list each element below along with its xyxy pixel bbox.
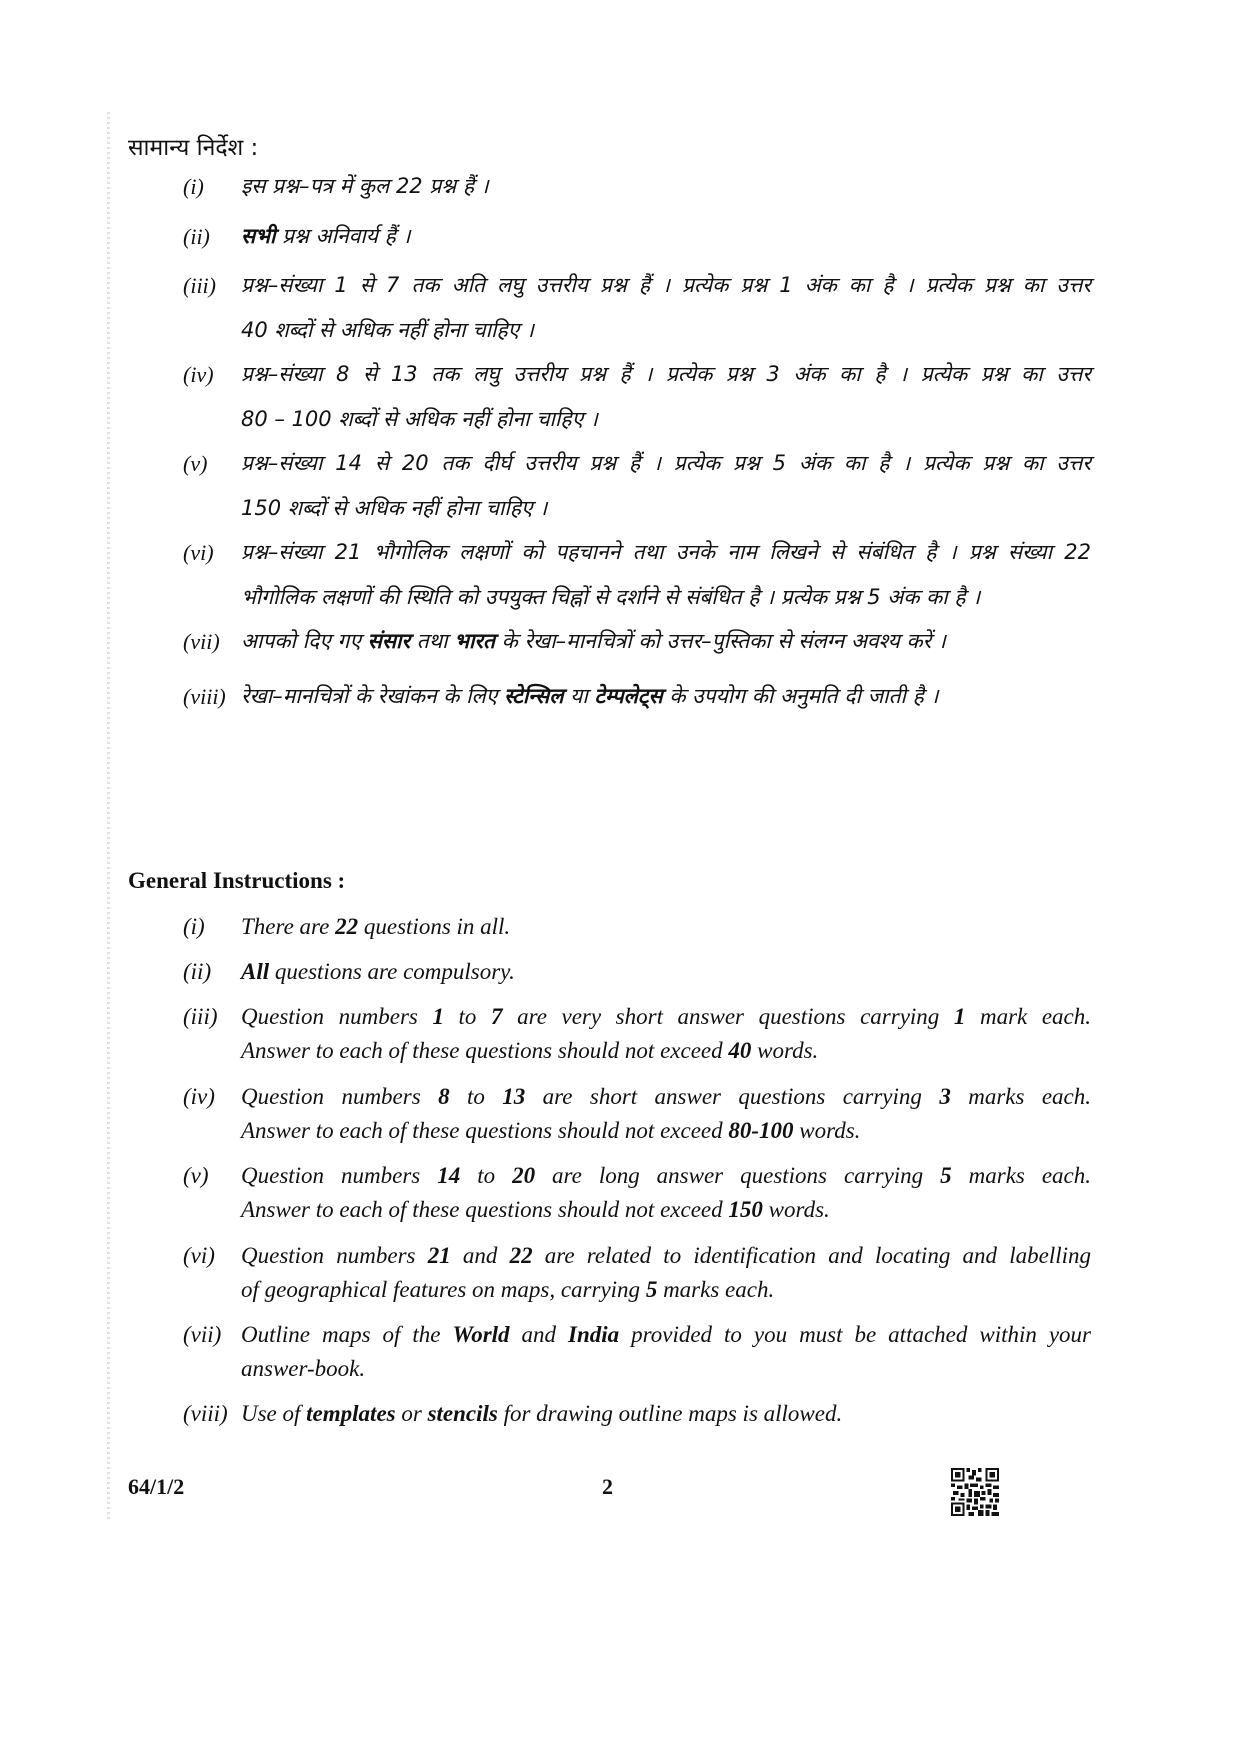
hindi-instruction-line — [241, 164, 1091, 209]
instruction-text-segment: questions are compulsory. — [269, 959, 515, 984]
emphasis-text: 1 — [953, 1004, 966, 1029]
english-instruction-line — [241, 1397, 1091, 1431]
english-instruction-number: (viii) — [183, 1401, 228, 1426]
hindi-instruction-number: (ii) — [183, 224, 210, 249]
hindi-instruction-number: (vii) — [183, 629, 220, 654]
emphasis-text: 7 — [491, 1004, 503, 1029]
instruction-text-segment: are long answer questions carrying — [535, 1163, 941, 1188]
instruction-text-segment: प्रश्न–संख्या 14 से 20 तक दीर्घ उत्तरीय प्रश्न हैं । प्रत्येक प्रश्न 5 अंक का है । प्रत्येक प्रश्न का उत्तर — [241, 451, 1091, 475]
english-instruction-line — [241, 1000, 1091, 1034]
emphasis-text: 5 — [940, 1163, 952, 1188]
instruction-text-segment: to — [449, 1084, 503, 1109]
instruction-text-segment: या — [563, 684, 595, 708]
instruction-text-segment: आपको दिए गए — [241, 629, 368, 653]
english-instruction-line — [241, 1034, 1091, 1068]
emphasis-text: India — [568, 1322, 620, 1347]
hindi-instruction-number: (i) — [183, 174, 204, 199]
english-instruction-number: (ii) — [183, 959, 212, 984]
hindi-instruction-line — [241, 397, 1091, 442]
margin-strip — [107, 112, 110, 1522]
hindi-instruction-text — [241, 441, 1091, 531]
emphasis-text: templates — [306, 1401, 396, 1426]
instruction-text-segment: There are — [241, 914, 336, 939]
english-instruction-text — [241, 955, 1091, 989]
instruction-text-segment: marks each. — [950, 1084, 1091, 1109]
emphasis-text: 8 — [438, 1084, 450, 1109]
instruction-text-segment: questions in all. — [358, 914, 511, 939]
instruction-text-segment: के रेखा–मानचित्रों को उत्तर–पुस्तिका से संलग्न अवश्य करें । — [495, 629, 946, 653]
hindi-instruction-line — [241, 619, 1091, 664]
emphasis-text: 150 — [728, 1197, 763, 1222]
instruction-text-segment: Question numbers — [241, 1004, 433, 1029]
english-instruction-line — [241, 1080, 1091, 1114]
english-instruction-line — [241, 1352, 1091, 1386]
english-instruction-text — [241, 1000, 1091, 1068]
emphasis-text: stencils — [427, 1401, 498, 1426]
instruction-text-segment: are short answer questions carrying — [525, 1084, 940, 1109]
hindi-instruction-line — [241, 263, 1091, 308]
emphasis-text: World — [452, 1322, 510, 1347]
english-instruction-line — [241, 1273, 1091, 1307]
english-instruction-number: (vii) — [183, 1322, 222, 1347]
emphasis-text: सभी — [241, 224, 276, 248]
english-instruction-line — [241, 1193, 1091, 1227]
instruction-text-segment: provided to you must be attached within your — [619, 1322, 1092, 1347]
instruction-text-segment: mark each. — [965, 1004, 1092, 1029]
emphasis-text: भारत — [454, 629, 495, 653]
instruction-text-segment: के उपयोग की अनुमति दी जाती है । — [662, 684, 939, 708]
english-instruction-line — [241, 1114, 1091, 1148]
english-instruction-text — [241, 1397, 1091, 1431]
english-instruction-number: (v) — [183, 1163, 209, 1188]
hindi-instruction-line — [241, 308, 1091, 353]
instruction-text-segment: 80 – 100 शब्दों से अधिक नहीं होना चाहिए । — [241, 407, 598, 431]
english-instruction-line — [241, 1239, 1091, 1273]
hindi-instruction-text — [241, 263, 1091, 353]
paper-code: 64/1/2 — [128, 1474, 185, 1499]
english-instruction-number: (i) — [183, 914, 205, 939]
english-instruction-line — [241, 955, 1091, 989]
hindi-instruction-text — [241, 674, 1091, 719]
hindi-instruction-number: (iv) — [183, 362, 214, 387]
instruction-text-segment: प्रश्न–संख्या 8 से 13 तक लघु उत्तरीय प्रश्न हैं । प्रत्येक प्रश्न 3 अंक का है । प्रत्येक प्रश्न का उत्तर — [241, 362, 1091, 386]
instruction-text-segment: Question numbers — [241, 1084, 439, 1109]
hindi-instruction-number: (viii) — [183, 684, 226, 709]
hindi-instruction-text — [241, 530, 1091, 620]
instruction-text-segment: are very short answer questions carrying — [502, 1004, 954, 1029]
emphasis-text: 5 — [645, 1277, 658, 1302]
emphasis-text: 40 — [728, 1038, 752, 1063]
instruction-text-segment: marks each. — [951, 1163, 1091, 1188]
hindi-instruction-number: (vi) — [183, 540, 214, 565]
english-instruction-text — [241, 1318, 1091, 1386]
hindi-instruction-text — [241, 214, 1091, 259]
emphasis-text: टेम्पलेट्स — [594, 684, 663, 708]
instruction-text-segment: तथा — [410, 629, 455, 653]
hindi-instruction-line — [241, 441, 1091, 486]
english-instruction-line — [241, 910, 1091, 944]
hindi-instruction-text — [241, 164, 1091, 209]
hindi-instruction-number: (iii) — [183, 273, 216, 298]
hindi-instruction-line — [241, 674, 1091, 719]
hindi-instruction-text — [241, 352, 1091, 442]
english-instruction-text — [241, 1080, 1091, 1148]
emphasis-text: स्टेन्सिल — [504, 684, 564, 708]
english-instruction-line — [241, 1318, 1091, 1352]
hindi-instruction-line — [241, 530, 1091, 575]
english-instruction-number: (iii) — [183, 1004, 218, 1029]
instruction-text-segment: रेखा–मानचित्रों के रेखांकन के लिए — [241, 684, 505, 708]
instruction-text-segment: answer-book. — [241, 1356, 366, 1381]
instruction-text-segment: प्रश्न–संख्या 21 भौगोलिक लक्षणों को पहचानने तथा उनके नाम लिखने से संबंधित है । प्रश्न संख्या 22 — [241, 540, 1091, 564]
english-instruction-text — [241, 1239, 1091, 1307]
hindi-heading: सामान्य निर्देश : — [128, 135, 259, 161]
instruction-text-segment: Question numbers — [241, 1243, 428, 1268]
hindi-instruction-text — [241, 619, 1091, 664]
instruction-text-segment: प्रश्न–संख्या 1 से 7 तक अति लघु उत्तरीय प्रश्न हैं । प्रत्येक प्रश्न 1 अंक का है । प्रत्येक प्रश्न का उत्तर — [241, 273, 1091, 297]
hindi-instruction-number: (v) — [183, 451, 208, 476]
instruction-text-segment: Outline maps of the — [241, 1322, 453, 1347]
instruction-text-segment: Question numbers — [241, 1163, 438, 1188]
emphasis-text: 1 — [432, 1004, 444, 1029]
instruction-text-segment: or — [395, 1401, 428, 1426]
instruction-text-segment: and — [509, 1322, 569, 1347]
instruction-text-segment: words. — [762, 1197, 830, 1222]
hindi-instruction-line — [241, 575, 1091, 620]
instruction-text-segment: Answer to each of these questions should not exceed — [241, 1038, 729, 1063]
instruction-text-segment: to — [443, 1004, 492, 1029]
instruction-text-segment: words. — [751, 1038, 819, 1063]
qr-code-icon — [951, 1468, 999, 1516]
english-instruction-number: (iv) — [183, 1084, 215, 1109]
emphasis-text: 20 — [512, 1163, 536, 1188]
hindi-instruction-line — [241, 214, 1091, 259]
emphasis-text: 21 — [427, 1243, 451, 1268]
english-instruction-text — [241, 1159, 1091, 1227]
page-number: 2 — [602, 1474, 613, 1499]
instruction-text-segment: are related to identification and locating and labelling — [532, 1243, 1091, 1268]
instruction-text-segment: भौगोलिक लक्षणों की स्थिति को उपयुक्त चिह्नों से दर्शाने से संबंधित है । प्रत्येक प्रश्न 5 अंक का है । — [241, 585, 981, 609]
instruction-text-segment: 150 शब्दों से अधिक नहीं होना चाहिए । — [241, 496, 548, 520]
instruction-text-segment: प्रश्न अनिवार्य हैं । — [275, 224, 411, 248]
instruction-text-segment: 40 शब्दों से अधिक नहीं होना चाहिए । — [241, 318, 534, 342]
emphasis-text: संसार — [367, 629, 411, 653]
emphasis-text: 22 — [509, 1243, 533, 1268]
instruction-text-segment: and — [450, 1243, 510, 1268]
instruction-text-segment: Answer to each of these questions should not exceed — [241, 1197, 729, 1222]
emphasis-text: 3 — [939, 1084, 951, 1109]
hindi-instruction-line — [241, 352, 1091, 397]
emphasis-text: 22 — [335, 914, 359, 939]
english-instruction-text — [241, 910, 1091, 944]
instruction-text-segment: words. — [793, 1118, 861, 1143]
emphasis-text: 13 — [502, 1084, 526, 1109]
english-heading: General Instructions : — [128, 868, 346, 893]
instruction-text-segment: Use of — [241, 1401, 307, 1426]
instruction-text-segment: of geographical features on maps, carrying — [241, 1277, 646, 1302]
english-instruction-line — [241, 1159, 1091, 1193]
emphasis-text: 14 — [437, 1163, 461, 1188]
instruction-text-segment: marks each. — [657, 1277, 775, 1302]
instruction-text-segment: Answer to each of these questions should not exceed — [241, 1118, 729, 1143]
emphasis-text: All — [241, 959, 270, 984]
instruction-text-segment: इस प्रश्न–पत्र में कुल 22 प्रश्न हैं । — [241, 174, 489, 198]
emphasis-text: 80-100 — [728, 1118, 794, 1143]
hindi-instruction-line — [241, 486, 1091, 531]
instruction-text-segment: to — [460, 1163, 513, 1188]
instruction-text-segment: for drawing outline maps is allowed. — [497, 1401, 843, 1426]
english-instruction-number: (vi) — [183, 1243, 215, 1268]
